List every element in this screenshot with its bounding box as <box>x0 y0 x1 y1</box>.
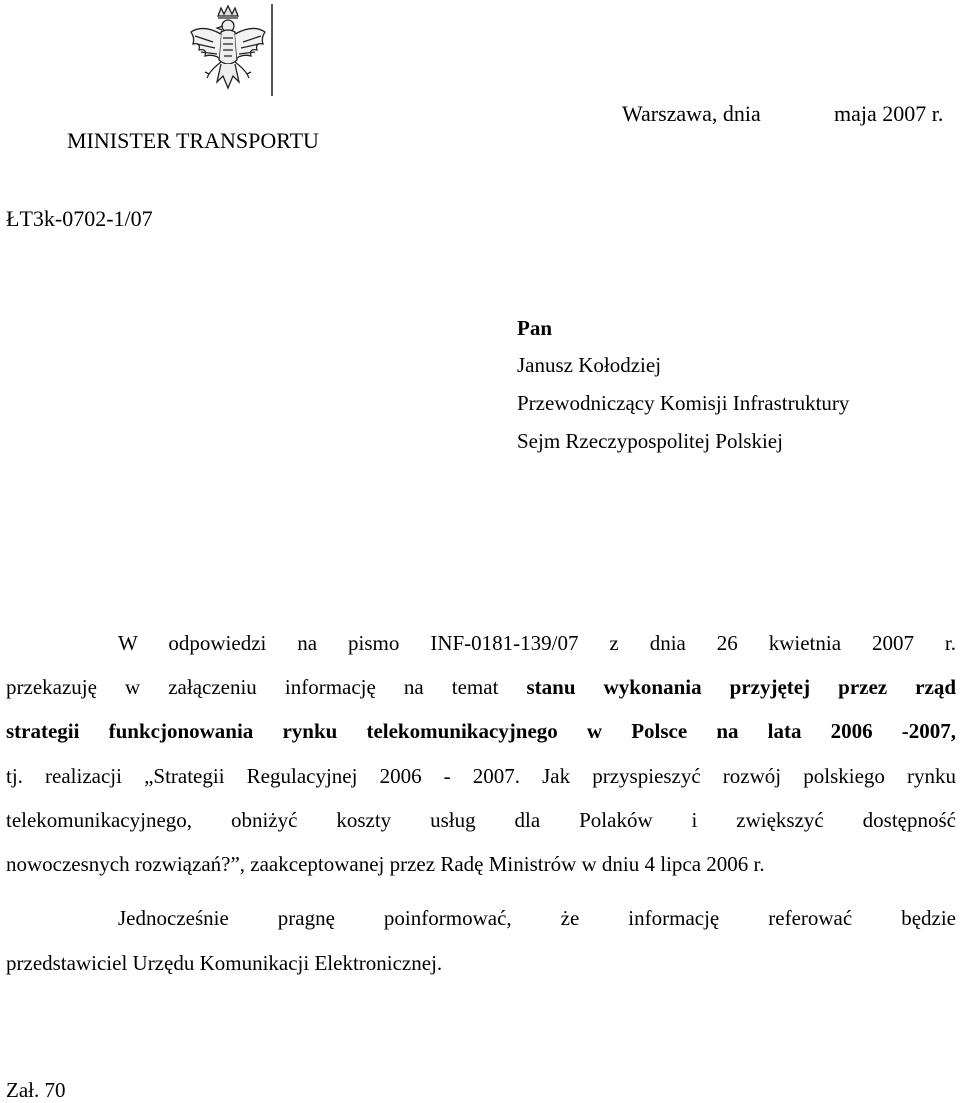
place-date-suffix: maja 2007 r. <box>834 101 944 126</box>
addressee-title: Przewodniczący Komisji Infrastruktury <box>517 391 850 415</box>
addressee-institution: Sejm Rzeczypospolitej Polskiej <box>517 429 783 453</box>
body-line-8: przedstawiciel Urzędu Komunikacji Elektronicznej. <box>6 951 443 975</box>
attachment-note: Zał. 70 <box>6 1078 66 1102</box>
addressee-salutation: Pan <box>517 316 553 340</box>
polish-eagle-emblem-icon <box>183 2 273 98</box>
body-line-3: strategii funkcjonowania rynku telekomunikacyjnego w Polsce na lata 2006 -2007, <box>6 719 956 743</box>
ministry-name: MINISTER TRANSPORTU <box>67 128 319 153</box>
body-line-1: W odpowiedzi na pismo INF-0181-139/07 z dnia 26 kwietnia 2007 r. <box>118 631 956 655</box>
body-line-4: tj. realizacji „Strategii Regulacyjnej 2006 - 2007. Jak przyspieszyć rozwój polskiego rynku <box>6 764 956 788</box>
body-line-2 <box>6 675 956 700</box>
body-line-2-regular: przekazuję w załączeniu informację na temat <box>6 675 499 699</box>
body-line-6: nowoczesnych rozwiązań?”, zaakceptowanej przez Radę Ministrów w dniu 4 lipca 2006 r. <box>6 852 765 876</box>
reference-number: ŁT3k-0702-1/07 <box>6 206 153 231</box>
emblem-divider <box>271 4 273 96</box>
addressee-name: Janusz Kołodziej <box>517 353 662 377</box>
body-line-2-bold: stanu wykonania przyjętej przez rząd <box>526 675 956 699</box>
body-line-5: telekomunikacyjnego, obniżyć koszty usług dla Polaków i zwiększyć dostępność <box>6 808 956 832</box>
body-line-7: Jednocześnie pragnę poinformować, że informację referować będzie <box>118 906 956 930</box>
place-date-prefix: Warszawa, dnia <box>622 101 761 126</box>
